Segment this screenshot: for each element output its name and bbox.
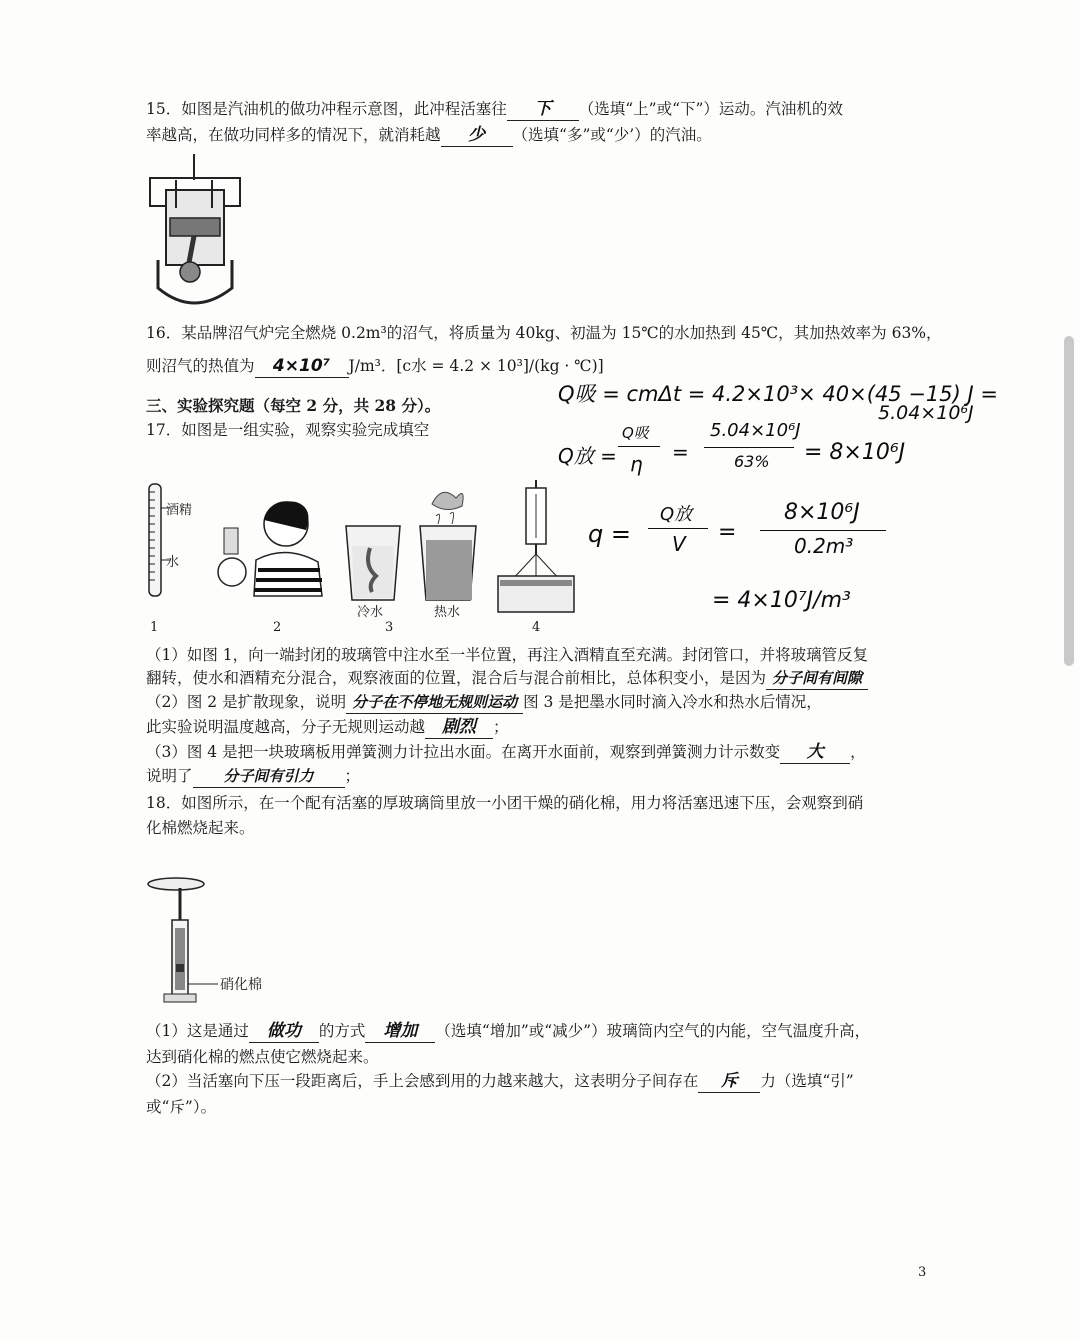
q17-title: 17．如图是一组实验，观察实验完成填空 — [146, 421, 430, 439]
q17-p2-text-b: 图 3 是把墨水同时滴入冷水和热水后情况， — [523, 693, 822, 711]
work-eq-1: = — [672, 440, 689, 464]
work-num-2: 5.04×10⁶J — [710, 420, 801, 441]
fig-number-4: 4 — [532, 620, 541, 635]
q15-answer-1[interactable]: 下 — [507, 98, 579, 121]
hot-water-label: 热水 — [434, 605, 461, 620]
q18-answer-1[interactable]: 做功 — [249, 1020, 319, 1043]
work-den-3: 0.2m³ — [794, 534, 854, 558]
q17-p3-text-a: （3）图 4 是把一块玻璃板用弹簧测力计拉出水面。在离开水面前，观察到弹簧测力计示数变 — [146, 743, 781, 761]
q16-line2 — [146, 355, 604, 378]
q17-p1-text: 翻转，使水和酒精充分混合，观察液面的位置，混合后与混合前相比，总体积变小，是因为 — [146, 669, 767, 687]
work-line-1: Q吸 = cmΔt = 4.2×10³× 40×(45 −15) J = — [558, 382, 998, 406]
q15-line1 — [146, 98, 843, 121]
work-den-2: 63% — [734, 452, 770, 471]
q15-text-b: （选填“上”或“下”）运动。汽油机的效 — [578, 100, 843, 118]
q17-p2-line1 — [146, 691, 822, 714]
q18-line2: 化棉燃烧起来。 — [146, 819, 255, 837]
work-qfang-num: Q放 — [660, 504, 693, 525]
scrollbar-thumb[interactable] — [1064, 336, 1074, 666]
fraction-bar-1 — [618, 446, 660, 447]
q17-p1-line1: （1）如图 1，向一端封闭的玻璃管中注水至一半位置，再注入酒精直至充满。封闭管口，并将玻璃管反复 — [146, 646, 869, 664]
q17-p3-text-d: ； — [344, 767, 361, 785]
work-line-1b: 5.04×10⁶J — [878, 402, 974, 424]
q18-p2-text-a: （2）当活塞向下压一段距离后，手上会感到用的力越来越大，这表明分子间存在 — [146, 1072, 699, 1090]
q17-answer-2[interactable]: 分子在不停地无规则运动 — [346, 691, 523, 714]
work-qxi-num: Q吸 — [622, 424, 649, 442]
work-eta: η — [630, 452, 643, 476]
work-result-2: = 4×10⁷J/m³ — [712, 588, 851, 613]
q17-p2-line2 — [146, 716, 509, 739]
fraction-bar-4 — [760, 530, 886, 531]
q15-text-d: （选填“多”或“少’）的汽油。 — [512, 126, 712, 144]
q15-line2 — [146, 124, 712, 147]
q17-answer-1[interactable]: 分子间有间隙 — [766, 667, 868, 690]
work-result-1: = 8×10⁶J — [804, 440, 906, 465]
q18-p2-line1 — [146, 1070, 854, 1093]
work-q-label: q = — [588, 520, 631, 548]
q18-p2-line2: 或“斥”）。 — [146, 1098, 217, 1116]
q17-p2-text-a: （2）图 2 是扩散现象，说明 — [146, 693, 347, 711]
q17-p3-line1 — [146, 741, 866, 764]
q16-answer[interactable]: 4×10⁷ — [255, 355, 349, 378]
q17-p3-line2 — [146, 765, 360, 788]
fig-number-2: 2 — [273, 620, 282, 635]
q18-answer-2[interactable]: 增加 — [365, 1020, 435, 1043]
q15-text-a: 15．如图是汽油机的做功冲程示意图，此冲程活塞往 — [146, 100, 507, 118]
fraction-bar-2 — [704, 447, 794, 448]
q18-p1-line1 — [146, 1020, 870, 1043]
q18-p1-text-a: （1）这是通过 — [146, 1022, 249, 1040]
q17-p3-text-b: ， — [850, 743, 866, 761]
page-number: 3 — [918, 1265, 927, 1280]
q18-p1-text-c: （选填“增加”或“减少”）玻璃筒内空气的内能，空气温度升高， — [435, 1022, 871, 1040]
nitrocotton-label: 硝化棉 — [220, 977, 262, 993]
q17-p2-text-d: ； — [493, 718, 509, 736]
q17-answer-5[interactable]: 分子间有引力 — [193, 765, 345, 788]
cold-water-label: 冷水 — [357, 605, 384, 620]
q17-p2-text-c: 此实验说明温度越高，分子无规则运动越 — [146, 718, 426, 736]
q15-answer-2[interactable]: 少 — [441, 124, 513, 147]
q17-p1-line2 — [146, 667, 868, 690]
q15-text-c: 率越高，在做功同样多的情况下，就消耗越 — [146, 126, 441, 144]
work-v: V — [672, 532, 686, 556]
fig1-alcohol-label: 酒精 — [166, 503, 193, 518]
q17-answer-3[interactable]: 剧烈 — [425, 716, 493, 739]
q18-answer-3[interactable]: 斥 — [698, 1070, 760, 1093]
q17-answer-4[interactable]: 大 — [780, 741, 850, 764]
q18-p1-text-b: 的方式 — [318, 1022, 366, 1040]
work-qfang-label: Q放 = — [558, 444, 617, 468]
engine-figure — [146, 150, 246, 310]
section-3-title: 三、实验探究题（每空 2 分，共 28 分）。 — [146, 396, 441, 415]
fraction-bar-3 — [648, 528, 708, 529]
glass-tube-figure — [146, 872, 226, 1008]
q17-p3-text-c: 说明了 — [146, 767, 193, 785]
q18-p2-text-b: 力（选填“引” — [760, 1072, 854, 1090]
work-eq-2: = — [718, 520, 737, 545]
q18-p1-line2: 达到硝化棉的燃点使它燃烧起来。 — [146, 1048, 379, 1066]
work-num-3: 8×10⁶J — [784, 500, 860, 525]
fig1-water-label: 水 — [166, 555, 180, 570]
q18-line1: 18．如图所示，在一个配有活塞的厚玻璃筒里放一小团干燥的硝化棉，用力将活塞迅速下压，会观察到硝 — [146, 794, 864, 812]
fig-number-3: 3 — [385, 620, 394, 635]
q16-text-b: J/m³．[c水 = 4.2 × 10³]/(kg · ℃)] — [348, 357, 604, 375]
q16-line1: 16．某品牌沼气炉完全燃烧 0.2m³的沼气，将质量为 40kg、初温为 15℃的水加热到 45℃，其加热效率为 63%， — [146, 324, 942, 342]
q16-text-a: 则沼气的热值为 — [146, 357, 255, 375]
fig-number-1: 1 — [150, 620, 159, 635]
